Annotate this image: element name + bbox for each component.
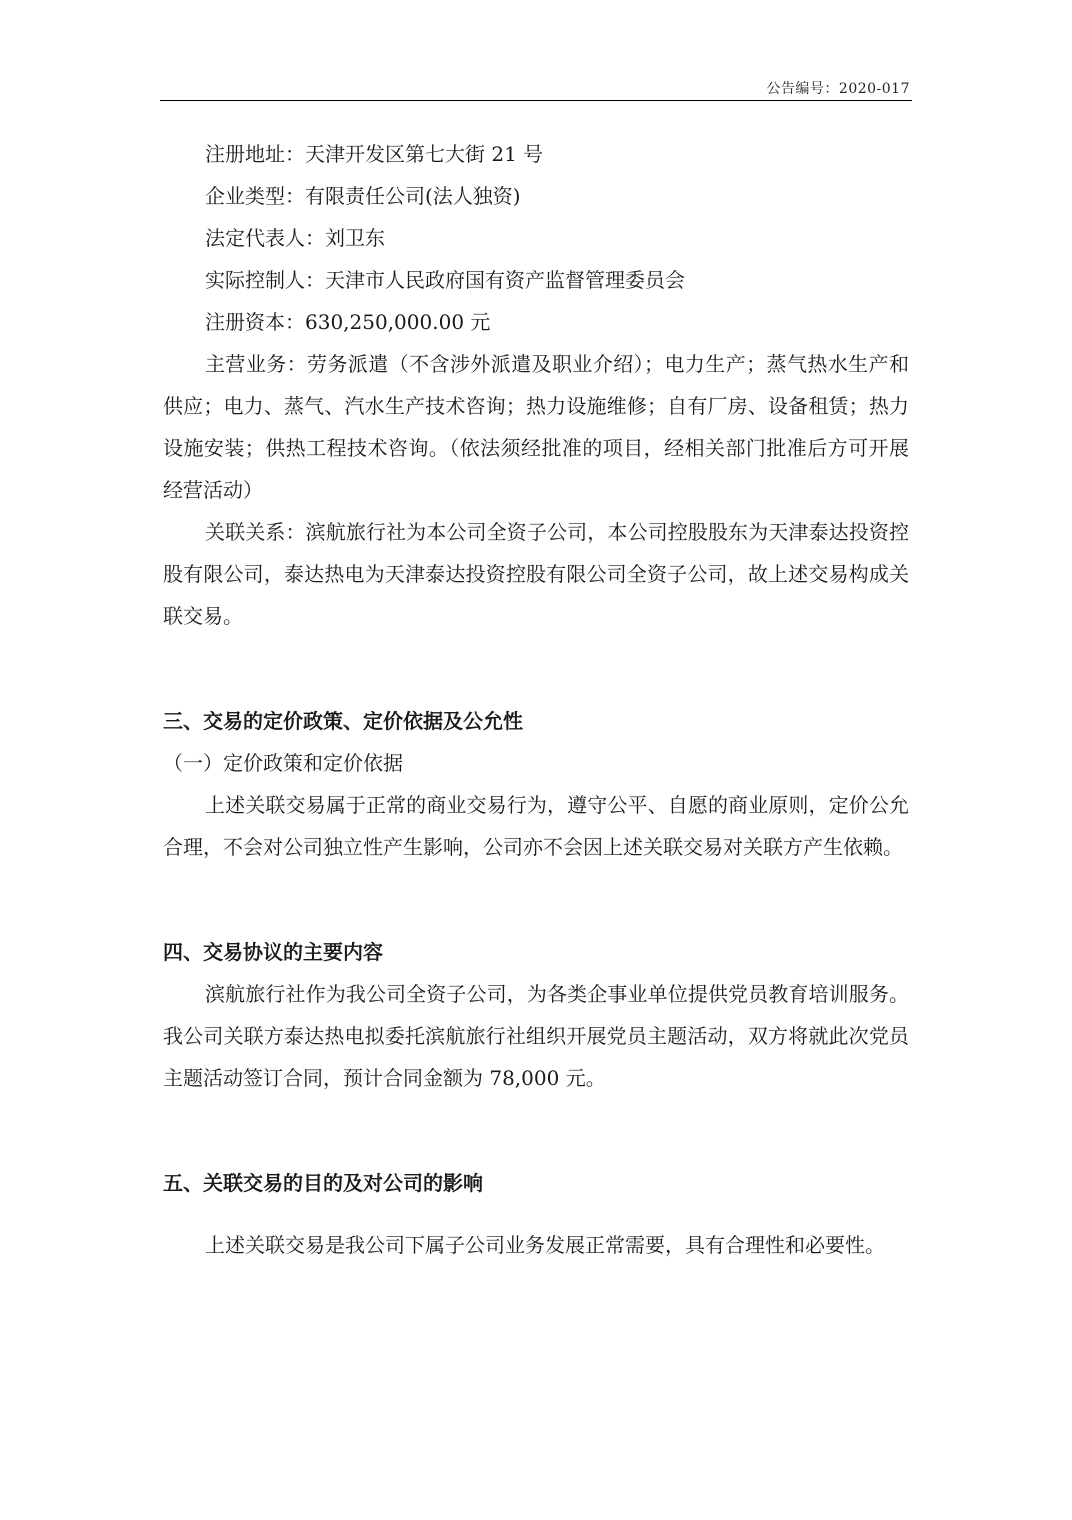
section-3-subheading: （一）定价政策和定价依据: [163, 751, 403, 775]
spacer: [163, 1204, 909, 1224]
document-body: [163, 133, 909, 1266]
actual-controller: 实际控制人：天津市人民政府国有资产监督管理委员会: [205, 268, 685, 292]
section-3-heading: 三、交易的定价政策、定价依据及公允性: [163, 709, 523, 733]
section-3-body: 上述关联交易属于正常的商业交易行为，遵守公平、自愿的商业原则，定价公允合理，不会对公司独立性产生影响，公司亦不会因上述关联交易对关联方产生依赖。: [163, 793, 909, 859]
main-business: 主营业务：劳务派遣（不含涉外派遣及职业介绍）；电力生产；蒸气热水生产和供应；电力、蒸气、汽水生产技术咨询；热力设施维修；自有厂房、设备租赁；热力设施安装；供热工程技术咨询。（依法须经批准的项目，经相关部门批准后方可开展经营活动）: [163, 352, 909, 502]
related-relationship: 关联关系：滨航旅行社为本公司全资子公司，本公司控股股东为天津泰达投资控股有限公司，泰达热电为天津泰达投资控股有限公司全资子公司，故上述交易构成关联交易。: [163, 520, 909, 628]
section-4-body: 滨航旅行社作为我公司全资子公司，为各类企事业单位提供党员教育培训服务。我公司关联方泰达热电拟委托滨航旅行社组织开展党员主题活动，双方将就此次党员主题活动签订合同，预计合同金额为 78,000 元。: [163, 982, 909, 1090]
spacer: [163, 1099, 909, 1162]
header-divider: [160, 100, 912, 101]
enterprise-type: 企业类型：有限责任公司(法人独资): [205, 184, 521, 208]
registered-capital: 注册资本：630,250,000.00 元: [205, 310, 491, 334]
spacer: [163, 868, 909, 931]
section-5-heading: 五、关联交易的目的及对公司的影响: [163, 1171, 483, 1195]
section-4-heading: 四、交易协议的主要内容: [163, 940, 383, 964]
registered-address: 注册地址：天津开发区第七大街 21 号: [205, 142, 544, 166]
announcement-number: 公告编号：2020-017: [766, 81, 910, 97]
legal-representative: 法定代表人：刘卫东: [205, 226, 385, 250]
spacer: [163, 637, 909, 700]
section-5-body: 上述关联交易是我公司下属子公司业务发展正常需要，具有合理性和必要性。: [205, 1233, 885, 1257]
